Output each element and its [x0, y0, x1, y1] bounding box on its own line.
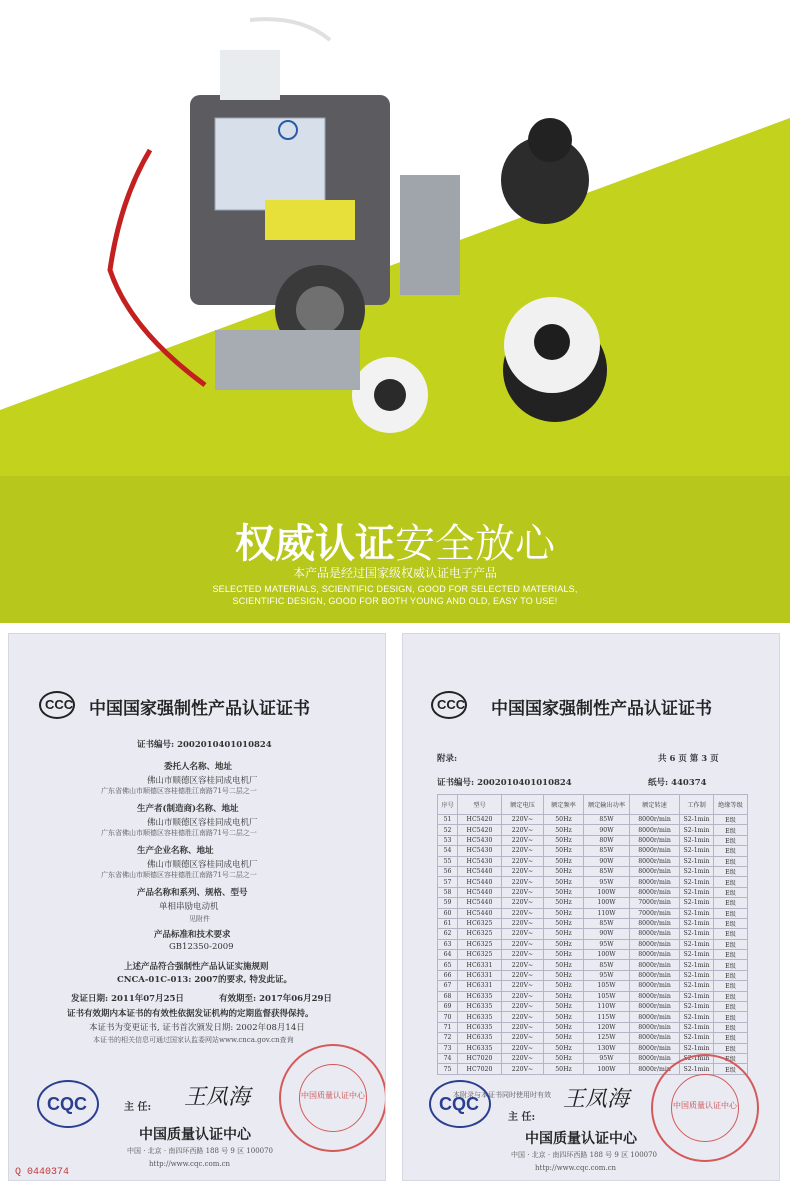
table-row	[438, 908, 748, 918]
client-address: 广东省佛山市顺德区容桂德胜江南路71号二层之一	[101, 787, 257, 795]
table-cell: 8000r/min	[630, 981, 680, 991]
table-cell: 50Hz	[544, 1064, 584, 1074]
table-cell: 90W	[584, 856, 630, 866]
table-cell: 50Hz	[544, 866, 584, 876]
table-cell: 115W	[584, 1012, 630, 1022]
table-cell: S2-1min	[680, 835, 714, 845]
table-cell: HC5440	[458, 866, 502, 876]
table-cell: E级	[714, 1002, 748, 1012]
table-row	[438, 981, 748, 991]
table-cell: 63	[438, 939, 458, 949]
table-cell: 8000r/min	[630, 1033, 680, 1043]
appendix-certificate-number: 证书编号: 2002010401010824	[437, 778, 572, 788]
table-cell: 8000r/min	[630, 866, 680, 876]
table-cell: 64	[438, 950, 458, 960]
cqc-logo-icon: CQC	[37, 1080, 99, 1128]
table-cell: 100W	[584, 950, 630, 960]
table-cell: 100W	[584, 887, 630, 897]
table-cell: E级	[714, 991, 748, 1001]
table-cell: 80W	[584, 835, 630, 845]
table-cell: 75	[438, 1064, 458, 1074]
banner-title-light: 安全放心	[395, 521, 555, 567]
table-cell: 8000r/min	[630, 835, 680, 845]
table-cell: E级	[714, 1043, 748, 1053]
table-cell: 50Hz	[544, 1043, 584, 1053]
certificate-number: 证书编号: 2002010401010824	[137, 740, 272, 750]
table-cell: HC6335	[458, 1022, 502, 1032]
rule-line-1: 上述产品符合强制性产品认证实施规则	[124, 962, 269, 972]
table-row	[438, 1002, 748, 1012]
table-cell: HC5440	[458, 877, 502, 887]
table-header-row	[438, 795, 748, 815]
table-cell: E级	[714, 898, 748, 908]
table-cell: S2-1min	[680, 908, 714, 918]
table-cell: S2-1min	[680, 960, 714, 970]
table-row	[438, 939, 748, 949]
table-cell: 50Hz	[544, 1053, 584, 1063]
banner-english-line-1: SELECTED MATERIALS, SCIENTIFIC DESIGN, GOOD FOR SELECTED MATERIALS,	[212, 584, 578, 594]
table-cell: 85W	[584, 846, 630, 856]
table-cell: 8000r/min	[630, 1043, 680, 1053]
table-cell: 220V~	[502, 991, 544, 1001]
table-cell: 65	[438, 960, 458, 970]
table-cell: 55	[438, 856, 458, 866]
maker-label: 生产者(制造商)名称、地址	[137, 804, 239, 814]
table-cell: E级	[714, 887, 748, 897]
column-header: 工作制	[680, 795, 714, 815]
table-cell: HC6325	[458, 950, 502, 960]
table-cell: 220V~	[502, 981, 544, 991]
table-cell: E级	[714, 835, 748, 845]
table-cell: 8000r/min	[630, 918, 680, 928]
banner-title-bold: 权威认证	[235, 521, 395, 567]
table-cell: 105W	[584, 981, 630, 991]
table-row	[438, 856, 748, 866]
center-address: 中国 · 北京 · 南四环西路 188 号 9 区 100070	[127, 1147, 274, 1155]
director-signature: 王凤海	[563, 1087, 630, 1112]
table-cell: E级	[714, 970, 748, 980]
table-cell: S2-1min	[680, 887, 714, 897]
table-cell: E级	[714, 918, 748, 928]
table-cell: 71	[438, 1022, 458, 1032]
table-cell: 66	[438, 970, 458, 980]
table-cell: S2-1min	[680, 846, 714, 856]
table-cell: HC5440	[458, 898, 502, 908]
table-cell: 220V~	[502, 950, 544, 960]
table-cell: E级	[714, 815, 748, 825]
banner-title	[0, 512, 790, 569]
center-address: 中国 · 北京 · 南四环西路 188 号 9 区 100070	[511, 1151, 658, 1159]
table-cell: 220V~	[502, 960, 544, 970]
table-cell: 8000r/min	[630, 1022, 680, 1032]
table-cell: 60	[438, 908, 458, 918]
table-cell: S2-1min	[680, 1033, 714, 1043]
table-cell: 50Hz	[544, 908, 584, 918]
table-cell: 7000r/min	[630, 898, 680, 908]
table-row	[438, 866, 748, 876]
table-row	[438, 970, 748, 980]
table-cell: E级	[714, 877, 748, 887]
table-cell: HC6325	[458, 929, 502, 939]
cqc-logo-icon: CQC	[429, 1080, 491, 1128]
table-cell: 50Hz	[544, 981, 584, 991]
table-cell: HC6331	[458, 981, 502, 991]
table-cell: 105W	[584, 991, 630, 1001]
certificate-appendix	[402, 633, 780, 1181]
table-cell: 95W	[584, 1053, 630, 1063]
paper-number: 纸号: 440374	[648, 778, 707, 788]
table-cell: 220V~	[502, 939, 544, 949]
column-header: 额定转速	[630, 795, 680, 815]
table-cell: HC6335	[458, 1033, 502, 1043]
table-cell: 50Hz	[544, 991, 584, 1001]
model-spec-table	[437, 794, 748, 1075]
table-cell: 52	[438, 825, 458, 835]
table-cell: 220V~	[502, 1033, 544, 1043]
director-label: 主 任:	[124, 1102, 152, 1113]
column-header: 额定电压	[502, 795, 544, 815]
product-name: 单相串励电动机	[159, 902, 219, 912]
table-cell: HC5430	[458, 856, 502, 866]
table-row	[438, 991, 748, 1001]
table-cell: E级	[714, 929, 748, 939]
table-cell: 85W	[584, 918, 630, 928]
table-cell: 50Hz	[544, 960, 584, 970]
table-cell: 67	[438, 981, 458, 991]
table-cell: 53	[438, 835, 458, 845]
table-cell: HC6335	[458, 991, 502, 1001]
table-row	[438, 1033, 748, 1043]
table-row	[438, 1043, 748, 1053]
table-cell: 50Hz	[544, 877, 584, 887]
factory-name: 佛山市顺德区容桂同成电机厂	[147, 860, 258, 870]
maker-address: 广东省佛山市顺德区容桂德胜江南路71号二层之一	[101, 829, 257, 837]
cqc-seal-icon: 中国质量认证中心	[651, 1054, 759, 1162]
certification-center-name: 中国质量认证中心	[525, 1131, 637, 1147]
table-cell: HC6331	[458, 960, 502, 970]
table-cell: 8000r/min	[630, 991, 680, 1001]
certification-banner	[0, 476, 790, 623]
table-row	[438, 1022, 748, 1032]
table-cell: HC6335	[458, 1043, 502, 1053]
table-cell: E级	[714, 950, 748, 960]
certificate-serial: Q 0440374	[15, 1167, 70, 1178]
table-cell: 220V~	[502, 815, 544, 825]
table-cell: 8000r/min	[630, 887, 680, 897]
director-label: 主 任:	[508, 1112, 536, 1123]
table-cell: 59	[438, 898, 458, 908]
table-cell: E级	[714, 856, 748, 866]
table-cell: S2-1min	[680, 970, 714, 980]
table-cell: E级	[714, 960, 748, 970]
table-cell: 61	[438, 918, 458, 928]
table-cell: 7000r/min	[630, 908, 680, 918]
table-row	[438, 1012, 748, 1022]
table-cell: 90W	[584, 825, 630, 835]
table-cell: HC6335	[458, 1002, 502, 1012]
table-cell: S2-1min	[680, 1002, 714, 1012]
factory-address: 广东省佛山市顺德区容桂德胜江南路71号二层之一	[101, 871, 257, 879]
table-cell: 50Hz	[544, 856, 584, 866]
table-cell: 8000r/min	[630, 1012, 680, 1022]
table-cell: 95W	[584, 939, 630, 949]
table-cell: 73	[438, 1043, 458, 1053]
table-cell: 8000r/min	[630, 846, 680, 856]
table-cell: 220V~	[502, 866, 544, 876]
table-cell: HC5430	[458, 835, 502, 845]
table-cell: 220V~	[502, 929, 544, 939]
table-cell: 220V~	[502, 970, 544, 980]
table-cell: 220V~	[502, 825, 544, 835]
table-cell: 54	[438, 846, 458, 856]
certificate-main	[8, 633, 386, 1181]
table-cell: 220V~	[502, 887, 544, 897]
table-cell: 125W	[584, 1033, 630, 1043]
standard-value: GB12350-2009	[169, 942, 234, 952]
table-row	[438, 877, 748, 887]
table-cell: 50Hz	[544, 835, 584, 845]
table-cell: 85W	[584, 866, 630, 876]
maker-name: 佛山市顺德区容桂同成电机厂	[147, 818, 258, 828]
table-cell: 95W	[584, 877, 630, 887]
table-cell: E级	[714, 939, 748, 949]
table-cell: 220V~	[502, 1012, 544, 1022]
table-cell: 220V~	[502, 1043, 544, 1053]
table-cell: 50Hz	[544, 1012, 584, 1022]
validity-note: 证书有效期内本证书的有效性依据发证机构的定期监督获得保持。	[67, 1009, 314, 1019]
table-cell: S2-1min	[680, 991, 714, 1001]
table-cell: 68	[438, 991, 458, 1001]
standard-label: 产品标准和技术要求	[154, 930, 231, 940]
table-cell: S2-1min	[680, 1064, 714, 1074]
table-cell: 50Hz	[544, 898, 584, 908]
table-row	[438, 918, 748, 928]
query-note: 本证书的相关信息可通过国家认监委网站www.cnca.gov.cn查询	[93, 1036, 294, 1044]
table-cell: 8000r/min	[630, 929, 680, 939]
table-cell: 110W	[584, 1002, 630, 1012]
table-row	[438, 887, 748, 897]
table-cell: S2-1min	[680, 950, 714, 960]
table-cell: 50Hz	[544, 825, 584, 835]
appendix-label: 附录:	[437, 754, 458, 764]
table-cell: 8000r/min	[630, 825, 680, 835]
table-cell: E级	[714, 846, 748, 856]
page-indicator: 共 6 页 第 3 页	[658, 754, 719, 764]
ccc-logo-icon: CCC	[39, 691, 75, 719]
table-cell: E级	[714, 825, 748, 835]
table-cell: 220V~	[502, 1064, 544, 1074]
table-cell: 220V~	[502, 918, 544, 928]
table-row	[438, 929, 748, 939]
table-row	[438, 950, 748, 960]
product-label: 产品名称和系列、规格、型号	[137, 888, 248, 898]
table-cell: 50Hz	[544, 1022, 584, 1032]
table-cell: 69	[438, 1002, 458, 1012]
table-cell: 100W	[584, 898, 630, 908]
director-signature: 王凤海	[184, 1085, 251, 1110]
table-cell: 130W	[584, 1043, 630, 1053]
table-cell: 110W	[584, 908, 630, 918]
first-issue-note: 本证书为变更证书, 证书首次颁发日期: 2002年08月14日	[89, 1023, 305, 1033]
table-cell: HC6335	[458, 1012, 502, 1022]
table-cell: S2-1min	[680, 1053, 714, 1063]
table-cell: 57	[438, 877, 458, 887]
table-cell: E级	[714, 1022, 748, 1032]
motor-product-photo	[0, 0, 790, 476]
table-row	[438, 835, 748, 845]
table-cell: HC5420	[458, 815, 502, 825]
table-cell: 50Hz	[544, 929, 584, 939]
table-cell: 85W	[584, 815, 630, 825]
table-cell: 90W	[584, 929, 630, 939]
table-cell: S2-1min	[680, 825, 714, 835]
table-cell: S2-1min	[680, 1022, 714, 1032]
table-cell: 58	[438, 887, 458, 897]
table-cell: S2-1min	[680, 898, 714, 908]
table-cell: 62	[438, 929, 458, 939]
table-cell: 85W	[584, 960, 630, 970]
table-cell: 56	[438, 866, 458, 876]
table-row	[438, 815, 748, 825]
table-cell: 50Hz	[544, 1002, 584, 1012]
table-row	[438, 960, 748, 970]
motor-illustration	[0, 0, 790, 476]
table-cell: 74	[438, 1053, 458, 1063]
table-cell: 72	[438, 1033, 458, 1043]
table-cell: E级	[714, 1012, 748, 1022]
table-cell: S2-1min	[680, 877, 714, 887]
table-cell: 8000r/min	[630, 1064, 680, 1074]
table-cell: S2-1min	[680, 815, 714, 825]
table-cell: HC6325	[458, 918, 502, 928]
column-header: 型号	[458, 795, 502, 815]
table-cell: 8000r/min	[630, 939, 680, 949]
table-cell: HC6325	[458, 939, 502, 949]
certificates-section	[0, 623, 790, 1191]
table-cell: 50Hz	[544, 970, 584, 980]
table-cell: 50Hz	[544, 918, 584, 928]
column-header: 额定频率	[544, 795, 584, 815]
table-cell: S2-1min	[680, 929, 714, 939]
table-cell: E级	[714, 981, 748, 991]
table-cell: 220V~	[502, 1002, 544, 1012]
table-cell: 220V~	[502, 877, 544, 887]
table-cell: S2-1min	[680, 1043, 714, 1053]
client-label: 委托人名称、地址	[164, 762, 233, 772]
table-cell: 220V~	[502, 1022, 544, 1032]
table-cell: E级	[714, 1033, 748, 1043]
table-cell: S2-1min	[680, 918, 714, 928]
valid-until: 有效期至: 2017年06月29日	[219, 994, 332, 1004]
table-cell: E级	[714, 908, 748, 918]
ccc-logo-icon: CCC	[431, 691, 467, 719]
table-cell: HC7020	[458, 1053, 502, 1063]
table-cell: 50Hz	[544, 950, 584, 960]
table-cell: 8000r/min	[630, 1002, 680, 1012]
appendix-footnote: 本附录与本证书同时使用时有效	[453, 1091, 551, 1099]
column-header: 序号	[438, 795, 458, 815]
table-row	[438, 846, 748, 856]
table-cell: 50Hz	[544, 846, 584, 856]
table-cell: 50Hz	[544, 1033, 584, 1043]
certification-center-name: 中国质量认证中心	[139, 1127, 251, 1143]
attachment-note: 见附件	[189, 915, 210, 923]
table-cell: 51	[438, 815, 458, 825]
table-row	[438, 898, 748, 908]
table-cell: 95W	[584, 970, 630, 980]
table-cell: 220V~	[502, 856, 544, 866]
center-website: http://www.cqc.com.cn	[535, 1164, 617, 1172]
table-cell: 220V~	[502, 846, 544, 856]
table-cell: 220V~	[502, 898, 544, 908]
table-cell: E级	[714, 1064, 748, 1074]
table-cell: 220V~	[502, 1053, 544, 1063]
appendix-heading: 中国国家强制性产品认证证书	[491, 699, 712, 719]
column-header: 绝缘等级	[714, 795, 748, 815]
table-cell: 220V~	[502, 908, 544, 918]
table-cell: 100W	[584, 1064, 630, 1074]
cqc-seal-icon: 中国质量认证中心	[279, 1044, 386, 1152]
factory-label: 生产企业名称、地址	[137, 846, 214, 856]
table-cell: HC5440	[458, 908, 502, 918]
table-cell: 220V~	[502, 835, 544, 845]
table-row	[438, 825, 748, 835]
table-cell: 8000r/min	[630, 960, 680, 970]
table-cell: 8000r/min	[630, 950, 680, 960]
table-cell: HC5430	[458, 846, 502, 856]
table-cell: S2-1min	[680, 1012, 714, 1022]
table-cell: 120W	[584, 1022, 630, 1032]
client-name: 佛山市顺德区容桂同成电机厂	[147, 776, 258, 786]
table-cell: S2-1min	[680, 981, 714, 991]
table-cell: 8000r/min	[630, 856, 680, 866]
table-cell: 50Hz	[544, 939, 584, 949]
issue-date: 发证日期: 2011年07月25日	[71, 994, 184, 1004]
table-cell: 8000r/min	[630, 1053, 680, 1063]
certificate-heading: 中国国家强制性产品认证证书	[89, 699, 310, 719]
table-cell: 8000r/min	[630, 877, 680, 887]
table-cell: HC5420	[458, 825, 502, 835]
table-cell: 50Hz	[544, 815, 584, 825]
column-header: 额定输出功率	[584, 795, 630, 815]
table-cell: E级	[714, 1053, 748, 1063]
center-website: http://www.cqc.com.cn	[149, 1160, 231, 1168]
table-cell: E级	[714, 866, 748, 876]
table-cell: HC5440	[458, 887, 502, 897]
table-cell: S2-1min	[680, 939, 714, 949]
table-cell: HC7020	[458, 1064, 502, 1074]
banner-subtitle: 本产品是经过国家级权威认证电子产品	[292, 566, 497, 580]
table-cell: 70	[438, 1012, 458, 1022]
table-cell: 50Hz	[544, 887, 584, 897]
banner-english-line-2: SCIENTIFIC DESIGN, GOOD FOR BOTH YOUNG AND OLD, EASY TO USE!	[232, 596, 558, 606]
table-cell: 8000r/min	[630, 970, 680, 980]
table-cell: 8000r/min	[630, 815, 680, 825]
table-cell: S2-1min	[680, 856, 714, 866]
table-cell: HC6331	[458, 970, 502, 980]
table-cell: S2-1min	[680, 866, 714, 876]
rule-line-2: CNCA-01C-013: 2007的要求, 特发此证。	[117, 975, 292, 985]
